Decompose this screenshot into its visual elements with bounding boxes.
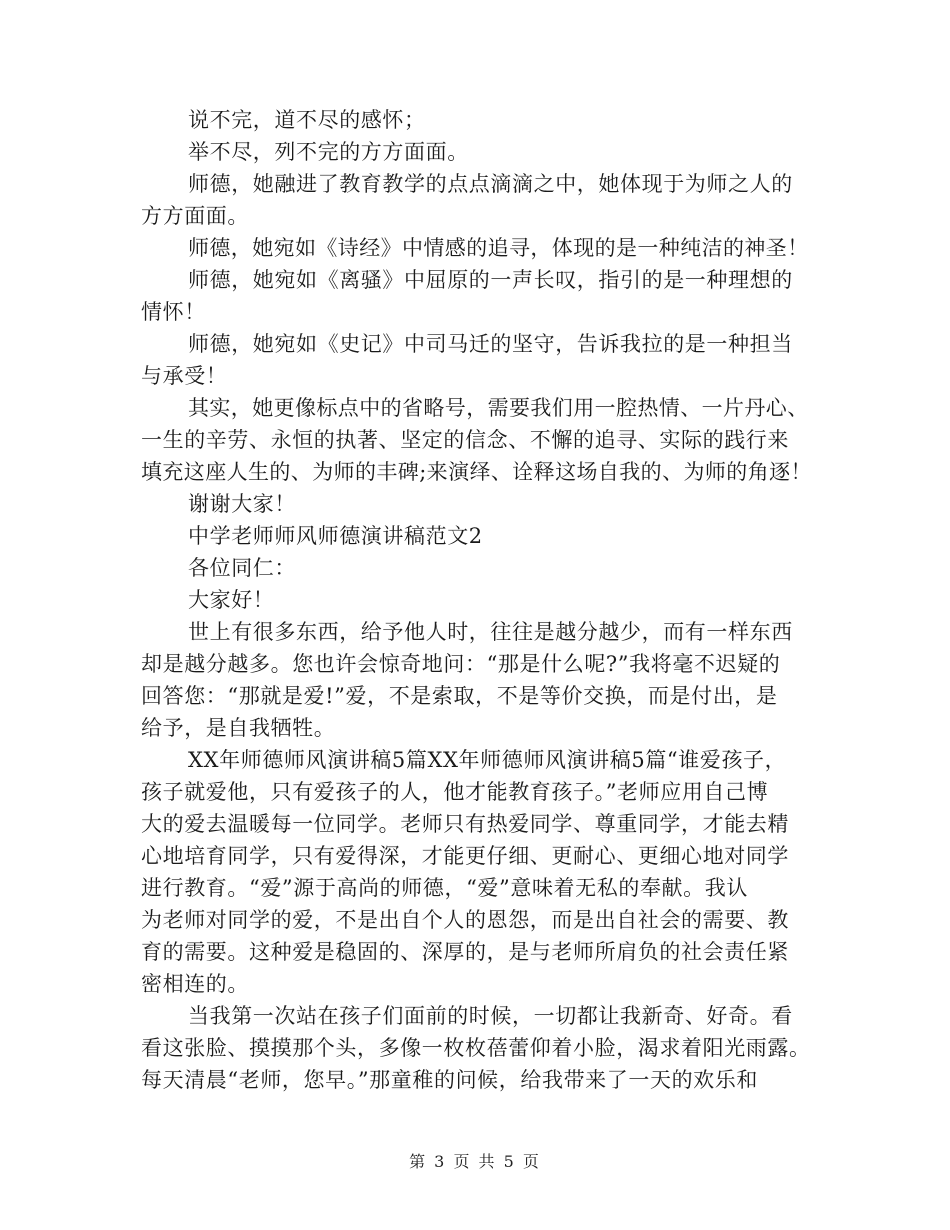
text-line: 看这张脸、摸摸那个头，多像一枚枚蓓蕾仰着小脸，渴求着阳光雨露。 [141, 1036, 811, 1060]
text-line: 密相连的。 [141, 972, 249, 996]
text-line: 进行教育。“爱”源于高尚的师德，“爱”意味着无私的奉献。我认 [141, 876, 748, 900]
text-line: 却是越分越多。您也许会惊奇地问：“那是什么呢?”我将毫不迟疑的 [141, 652, 781, 676]
text-line: 师德，她融进了教育教学的点点滴滴之中，她体现于为师之人的 [188, 172, 793, 196]
text-line: 师德，她宛如《离骚》中屈原的一声长叹，指引的是一种理想的 [188, 268, 793, 292]
text-line: 师德，她宛如《史记》中司马迁的坚守，告诉我拉的是一种担当 [188, 332, 793, 356]
text-line: 每天清晨“老师，您早。”那童稚的问候，给我带来了一天的欢乐和 [141, 1068, 758, 1092]
text-line: 师德，她宛如《诗经》中情感的追寻，体现的是一种纯洁的神圣！ [188, 236, 809, 260]
text-line: 一生的辛劳、永恒的执著、坚定的信念、不懈的追寻、实际的践行来 [141, 428, 789, 452]
text-line: XX年师德师风演讲稿5篇XX年师德师风演讲稿5篇“谁爱孩子， [188, 748, 787, 772]
page-footer: 第 3 页 共 5 页 [409, 1152, 541, 1171]
text-line: 心地培育同学，只有爱得深，才能更仔细、更耐心、更细心地对同学 [141, 844, 789, 868]
text-line: 说不完，道不尽的感怀； [188, 108, 426, 132]
document-body [141, 104, 811, 1096]
text-line: 给予，是自我牺牲。 [141, 716, 336, 740]
text-line: 孩子就爱他，只有爱孩子的人，他才能教育孩子。”老师应用自己博 [141, 780, 769, 804]
text-line: 与承受！ [141, 364, 228, 388]
text-line: 育的需要。这种爱是稳固的、深厚的，是与老师所肩负的社会责任紧 [141, 940, 789, 964]
text-line: 中学老师师风师德演讲稿范文2 [188, 524, 483, 548]
text-line: 当我第一次站在孩子们面前的时候，一切都让我新奇、好奇。看 [188, 1004, 793, 1028]
text-line: 世上有很多东西，给予他人时，往往是越分越少，而有一样东西 [188, 620, 793, 644]
text-line: 回答您：“那就是爱!”爱，不是索取，不是等价交换，而是付出，是 [141, 684, 778, 708]
text-line: 大家好！ [188, 588, 275, 612]
text-line: 其实，她更像标点中的省略号，需要我们用一腔热情、一片丹心、 [188, 396, 809, 420]
text-line: 谢谢大家！ [188, 492, 296, 516]
text-line: 各位同仁： [188, 556, 296, 580]
text-line: 情怀！ [141, 300, 206, 324]
text-line: 填充这座人生的、为师的丰碑;来演绎、诠释这场自我的、为师的角逐！ [141, 460, 812, 484]
text-line: 方方面面。 [141, 204, 249, 228]
text-line: 为老师对同学的爱，不是出自个人的恩怨，而是出自社会的需要、教 [141, 908, 789, 932]
text-line: 大的爱去温暖每一位同学。老师只有热爱同学、尊重同学，才能去精 [141, 812, 789, 836]
text-line: 举不尽，列不完的方方面面。 [188, 140, 469, 164]
